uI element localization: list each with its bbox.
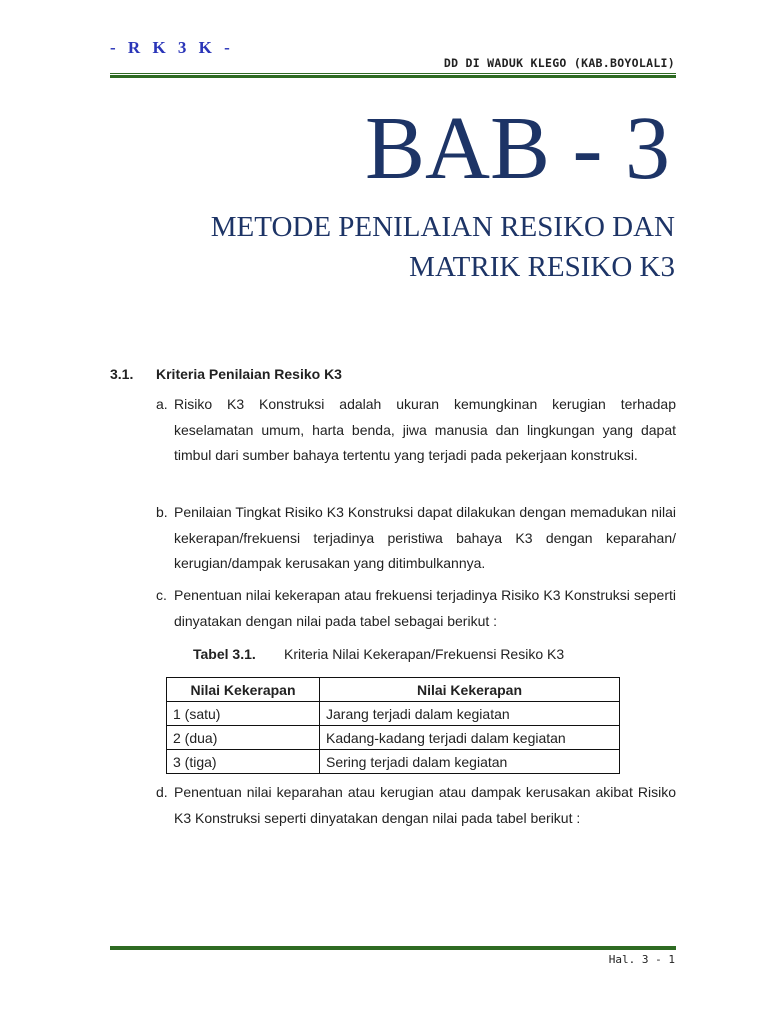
table-header-cell: Nilai Kekerapan [167, 678, 320, 702]
header-divider [110, 73, 676, 78]
list-item-text: Penentuan nilai keparahan atau kerugian atau dampak kerusakan akibat Risiko K3 Konstruksi seperti dinyatakan dengan nilai pada tabel berikut : [174, 784, 676, 826]
list-item-text: Risiko K3 Konstruksi adalah ukuran kemungkinan kerugian terhadap keselamatan umum, harta benda, jiwa manusia dan lingkungan yang dapat timbul dari sumber bahaya tertentu yang terjadi pada pekerjaan konstruksi. [174, 396, 676, 463]
list-item-a [156, 392, 676, 469]
list-item-text: Penilaian Tingkat Risiko K3 Konstruksi dapat dilakukan dengan memadukan nilai kekerapan/frekuensi terjadinya peristiwa bahaya K3 dengan keparahan/ kerugian/dampak kerusakan yang ditimbulkannya. [174, 504, 676, 571]
section-title: Kriteria Penilaian Resiko K3 [156, 366, 342, 382]
table-caption-text: Kriteria Nilai Kekerapan/Frekuensi Resiko K3 [284, 646, 565, 662]
chapter-title-line-1: METODE PENILAIAN RESIKO DAN [210, 211, 675, 243]
list-item-label: c. [156, 587, 167, 603]
brand-label: - R K 3 K - [110, 38, 234, 57]
project-title: DD DI WADUK KLEGO (KAB.BOYOLALI) [443, 56, 675, 70]
frequency-table [166, 677, 620, 774]
table-header-cell: Nilai Kekerapan [320, 678, 620, 702]
list-item-text: Penentuan nilai kekerapan atau frekuensi terjadinya Risiko K3 Konstruksi seperti dinyatakan dengan nilai pada tabel sebagai berikut : [174, 587, 676, 629]
table-cell: Kadang-kadang terjadi dalam kegiatan [320, 726, 620, 750]
table-row [167, 750, 620, 774]
footer-divider [110, 945, 676, 950]
table-header-row [167, 678, 620, 702]
chapter-title-line-2: MATRIK RESIKO K3 [409, 251, 675, 283]
list-item-c [156, 583, 676, 634]
table-cell: 3 (tiga) [167, 750, 320, 774]
table-row [167, 726, 620, 750]
list-item-label: d. [156, 784, 168, 800]
chapter-title [115, 207, 675, 287]
table-cell: 1 (satu) [167, 702, 320, 726]
list-item-d [156, 780, 676, 831]
list-item-b [156, 500, 676, 577]
section-number: 3.1. [110, 366, 134, 382]
table-cell: 2 (dua) [167, 726, 320, 750]
table-cell: Sering terjadi dalam kegiatan [320, 750, 620, 774]
list-item-label: b. [156, 504, 168, 520]
table-caption-number: Tabel 3.1. [193, 646, 256, 662]
list-item-label: a. [156, 396, 168, 412]
table-cell: Jarang terjadi dalam kegiatan [320, 702, 620, 726]
table-row [167, 702, 620, 726]
chapter-number: BAB - 3 [364, 99, 670, 198]
page-number: Hal. 3 - 1 [608, 953, 675, 966]
